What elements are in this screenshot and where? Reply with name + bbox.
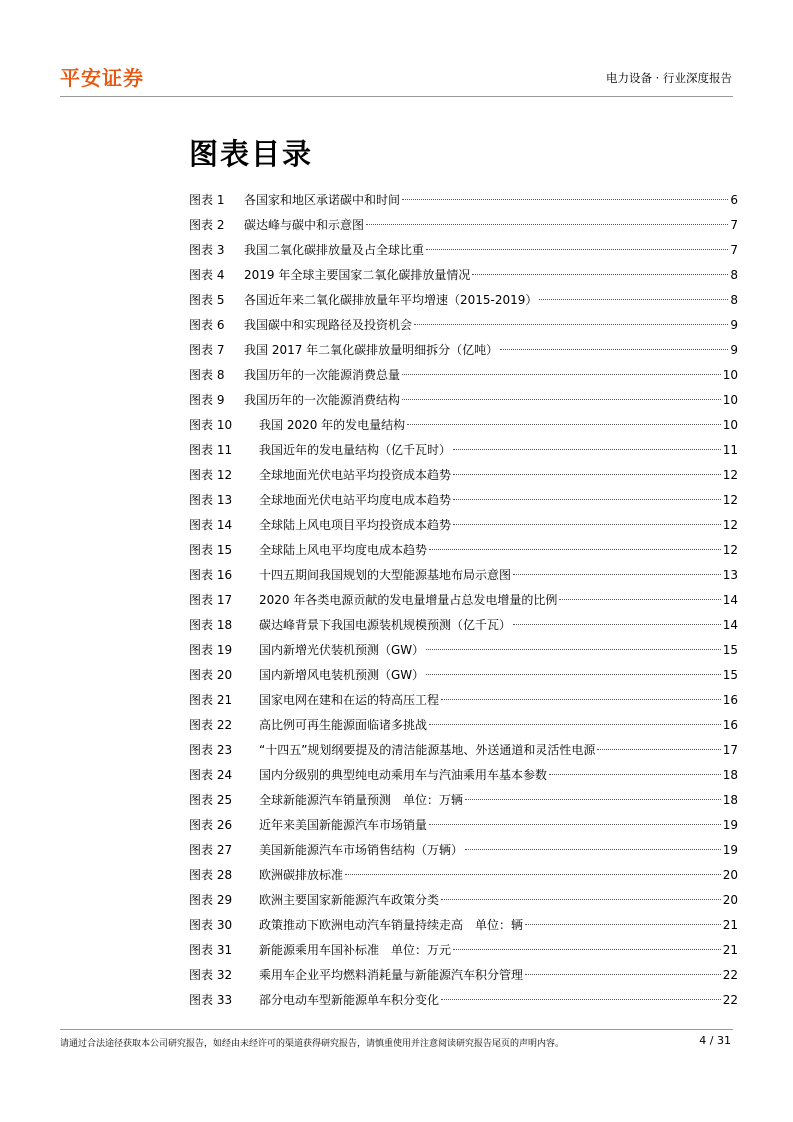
toc-entry-label: 图表 30	[189, 918, 233, 932]
page-number: 4 / 31	[699, 1034, 731, 1047]
toc-entry-label: 图表 14	[189, 518, 233, 532]
toc-entry-label: 图表 31	[189, 943, 233, 957]
toc-entry-title: “十四五”规划纲要提及的清洁能源基地、外送通道和灵活性电源	[259, 743, 596, 757]
toc-entry-page: 8	[730, 268, 738, 282]
toc-dot-leader	[539, 299, 728, 300]
toc-dot-leader	[472, 274, 728, 275]
toc-entry-page: 14	[722, 618, 738, 632]
toc-entry-title: 我国二氧化碳排放量及占全球比重	[244, 243, 425, 257]
toc-entry-label: 图表 23	[189, 743, 233, 757]
toc-entry-title: 全球陆上风电项目平均投资成本趋势	[259, 518, 452, 532]
toc-entry[interactable]	[189, 763, 738, 788]
toc-entry-title: 欧洲碳排放标准	[259, 868, 344, 882]
toc-entry-label: 图表 8	[189, 368, 225, 382]
toc-entry-page: 12	[722, 543, 738, 557]
toc-dot-leader	[345, 874, 721, 875]
toc-entry-label: 图表 21	[189, 693, 233, 707]
toc-dot-leader	[429, 549, 721, 550]
toc-dot-leader	[453, 949, 721, 950]
toc-entry-title: 全球地面光伏电站平均度电成本趋势	[259, 493, 452, 507]
toc-dot-leader	[465, 849, 721, 850]
company-logo: 平安证券	[60, 66, 144, 90]
toc-entry-label: 图表 7	[189, 343, 225, 357]
toc-entry[interactable]	[189, 288, 738, 313]
toc-entry[interactable]	[189, 888, 738, 913]
toc-entry-page: 16	[722, 718, 738, 732]
toc-entry-title: 我国 2017 年二氧化碳排放量明细拆分（亿吨）	[244, 343, 499, 357]
toc-entry-title: 各国家和地区承诺碳中和时间	[244, 193, 401, 207]
toc-entry-title: 国内新增风电装机预测（GW）	[259, 668, 425, 682]
toc-entry[interactable]	[189, 938, 738, 963]
toc-entry-page: 7	[730, 243, 738, 257]
figure-toc-list	[189, 188, 738, 1013]
toc-dot-leader	[429, 724, 721, 725]
toc-entry-label: 图表 4	[189, 268, 225, 282]
toc-dot-leader	[500, 349, 728, 350]
toc-entry-label: 图表 27	[189, 843, 233, 857]
toc-entry-title: 新能源乘用车国补标准 单位：万元	[259, 943, 452, 957]
toc-dot-leader	[426, 649, 721, 650]
toc-dot-leader	[453, 474, 721, 475]
toc-entry[interactable]	[189, 588, 738, 613]
toc-entry[interactable]	[189, 688, 738, 713]
toc-entry[interactable]	[189, 788, 738, 813]
toc-entry[interactable]	[189, 913, 738, 938]
toc-dot-leader	[513, 574, 721, 575]
toc-entry-label: 图表 26	[189, 818, 233, 832]
toc-dot-leader	[366, 224, 728, 225]
toc-entry-label: 图表 15	[189, 543, 233, 557]
toc-entry-page: 15	[722, 668, 738, 682]
toc-dot-leader	[559, 599, 720, 600]
toc-entry[interactable]	[189, 438, 738, 463]
toc-entry-page: 8	[730, 293, 738, 307]
toc-entry[interactable]	[189, 663, 738, 688]
toc-entry-label: 图表 17	[189, 593, 233, 607]
toc-entry-label: 图表 19	[189, 643, 233, 657]
toc-dot-leader	[426, 249, 728, 250]
toc-entry-title: 国家电网在建和在运的特高压工程	[259, 693, 440, 707]
toc-entry-title: 我国历年的一次能源消费总量	[244, 368, 401, 382]
toc-entry-page: 16	[722, 693, 738, 707]
toc-entry-page: 19	[722, 843, 738, 857]
toc-entry-title: 全球陆上风电平均度电成本趋势	[259, 543, 428, 557]
toc-entry-label: 图表 16	[189, 568, 233, 582]
toc-entry-title: 2019 年全球主要国家二氧化碳排放量情况	[244, 268, 471, 282]
toc-entry-label: 图表 5	[189, 293, 225, 307]
toc-entry-title: 国内分级别的典型纯电动乘用车与汽油乘用车基本参数	[259, 768, 548, 782]
toc-entry-page: 7	[730, 218, 738, 232]
toc-dot-leader	[402, 199, 728, 200]
toc-entry-label: 图表 18	[189, 618, 233, 632]
toc-dot-leader	[441, 899, 721, 900]
toc-entry-title: 我国历年的一次能源消费结构	[244, 393, 401, 407]
toc-entry[interactable]	[189, 613, 738, 638]
toc-entry-page: 18	[722, 768, 738, 782]
toc-entry-title: 全球地面光伏电站平均投资成本趋势	[259, 468, 452, 482]
toc-entry-page: 22	[722, 993, 738, 1007]
toc-entry[interactable]	[189, 563, 738, 588]
toc-dot-leader	[441, 999, 721, 1000]
toc-entry-page: 20	[722, 893, 738, 907]
toc-dot-leader	[525, 924, 721, 925]
toc-entry-page: 12	[722, 468, 738, 482]
toc-entry-page: 10	[722, 418, 738, 432]
toc-dot-leader	[525, 974, 721, 975]
toc-entry-label: 图表 32	[189, 968, 233, 982]
toc-dot-leader	[597, 749, 720, 750]
toc-entry-title: 政策推动下欧洲电动汽车销量持续走高 单位：辆	[259, 918, 524, 932]
report-type: 电力设备 · 行业深度报告	[606, 71, 732, 85]
toc-dot-leader	[402, 399, 721, 400]
toc-entry-page: 10	[722, 393, 738, 407]
toc-entry-title: 美国新能源汽车市场销售结构（万辆）	[259, 843, 464, 857]
toc-entry[interactable]	[189, 488, 738, 513]
toc-dot-leader	[549, 774, 721, 775]
toc-entry-page: 10	[722, 368, 738, 382]
toc-dot-leader	[429, 824, 721, 825]
toc-entry-label: 图表 9	[189, 393, 225, 407]
toc-entry-page: 19	[722, 818, 738, 832]
toc-entry-title: 碳达峰背景下我国电源装机规模预测（亿千瓦）	[259, 618, 512, 632]
toc-entry-title: 碳达峰与碳中和示意图	[244, 218, 365, 232]
footer-disclaimer: 请通过合法途径获取本公司研究报告，如经由未经许可的渠道获得研究报告，请慎重使用并注意阅读研究报告尾页的声明内容。	[60, 1039, 565, 1049]
toc-entry-page: 12	[722, 493, 738, 507]
toc-entry-page: 12	[722, 518, 738, 532]
toc-entry[interactable]	[189, 238, 738, 263]
toc-entry[interactable]	[189, 313, 738, 338]
toc-entry[interactable]	[189, 538, 738, 563]
toc-entry-page: 21	[722, 918, 738, 932]
page-title: 图表目录	[189, 137, 314, 171]
toc-entry[interactable]	[189, 738, 738, 763]
toc-entry[interactable]	[189, 988, 738, 1013]
toc-entry[interactable]	[189, 838, 738, 863]
toc-entry-title: 近年来美国新能源汽车市场销量	[259, 818, 428, 832]
toc-entry[interactable]	[189, 513, 738, 538]
toc-entry-page: 20	[722, 868, 738, 882]
toc-entry[interactable]	[189, 638, 738, 663]
toc-entry-label: 图表 13	[189, 493, 233, 507]
toc-entry-page: 22	[722, 968, 738, 982]
toc-entry-page: 13	[722, 568, 738, 582]
toc-entry-label: 图表 3	[189, 243, 225, 257]
toc-entry-title: 国内新增光伏装机预测（GW）	[259, 643, 425, 657]
toc-entry-label: 图表 20	[189, 668, 233, 682]
toc-entry-label: 图表 29	[189, 893, 233, 907]
toc-entry[interactable]	[189, 413, 738, 438]
header-divider	[60, 96, 733, 97]
toc-entry[interactable]	[189, 388, 738, 413]
toc-dot-leader	[414, 324, 728, 325]
toc-entry[interactable]	[189, 363, 738, 388]
toc-entry-title: 乘用车企业平均燃料消耗量与新能源汽车积分管理	[259, 968, 524, 982]
toc-dot-leader	[465, 799, 721, 800]
toc-entry-label: 图表 10	[189, 418, 233, 432]
toc-entry-title: 各国近年来二氧化碳排放量年平均增速（2015-2019）	[244, 293, 538, 307]
toc-entry-label: 图表 6	[189, 318, 225, 332]
toc-entry-page: 6	[730, 193, 738, 207]
toc-entry-label: 图表 33	[189, 993, 233, 1007]
toc-entry-label: 图表 2	[189, 218, 225, 232]
toc-entry-page: 15	[722, 643, 738, 657]
toc-entry-page: 21	[722, 943, 738, 957]
toc-entry[interactable]	[189, 188, 738, 213]
toc-dot-leader	[407, 424, 721, 425]
toc-entry-label: 图表 28	[189, 868, 233, 882]
toc-entry[interactable]	[189, 213, 738, 238]
toc-entry-label: 图表 1	[189, 193, 225, 207]
toc-dot-leader	[441, 699, 721, 700]
toc-entry-page: 14	[722, 593, 738, 607]
toc-dot-leader	[453, 449, 721, 450]
toc-entry-page: 11	[722, 443, 738, 457]
toc-dot-leader	[402, 374, 721, 375]
toc-dot-leader	[453, 524, 721, 525]
toc-entry-page: 18	[722, 793, 738, 807]
toc-entry-page: 9	[730, 343, 738, 357]
toc-entry-title: 部分电动车型新能源单车积分变化	[259, 993, 440, 1007]
toc-entry[interactable]	[189, 713, 738, 738]
toc-entry-title: 全球新能源汽车销量预测 单位：万辆	[259, 793, 464, 807]
toc-entry-title: 十四五期间我国规划的大型能源基地布局示意图	[259, 568, 512, 582]
toc-entry-title: 高比例可再生能源面临诸多挑战	[259, 718, 428, 732]
toc-entry-title: 我国碳中和实现路径及投资机会	[244, 318, 413, 332]
toc-dot-leader	[453, 499, 721, 500]
toc-entry-page: 9	[730, 318, 738, 332]
toc-entry-label: 图表 24	[189, 768, 233, 782]
toc-entry[interactable]	[189, 963, 738, 988]
toc-entry-page: 17	[722, 743, 738, 757]
toc-entry[interactable]	[189, 863, 738, 888]
toc-entry-title: 2020 年各类电源贡献的发电量增量占总发电增量的比例	[259, 593, 558, 607]
toc-dot-leader	[426, 674, 721, 675]
toc-entry[interactable]	[189, 263, 738, 288]
toc-entry-title: 我国近年的发电量结构（亿千瓦时）	[259, 443, 452, 457]
toc-entry-label: 图表 11	[189, 443, 233, 457]
toc-entry[interactable]	[189, 813, 738, 838]
toc-entry-title: 欧洲主要国家新能源汽车政策分类	[259, 893, 440, 907]
toc-entry-label: 图表 22	[189, 718, 233, 732]
toc-entry[interactable]	[189, 338, 738, 363]
toc-entry-label: 图表 25	[189, 793, 233, 807]
toc-entry-label: 图表 12	[189, 468, 233, 482]
toc-entry[interactable]	[189, 463, 738, 488]
toc-entry-title: 我国 2020 年的发电量结构	[259, 418, 406, 432]
toc-dot-leader	[513, 624, 721, 625]
footer-divider	[60, 1029, 733, 1030]
